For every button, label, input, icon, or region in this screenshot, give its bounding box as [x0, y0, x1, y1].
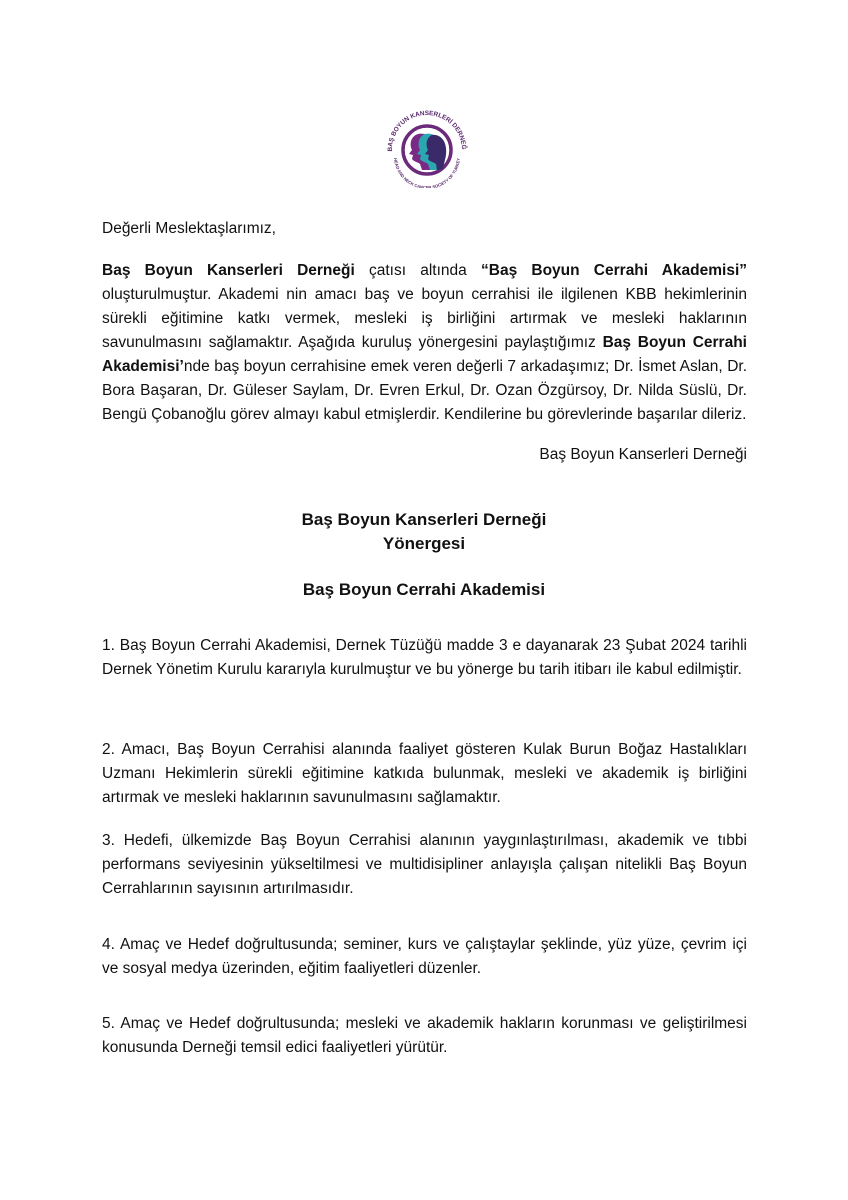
society-logo	[378, 104, 476, 188]
article-1: 1. Baş Boyun Cerrahi Akademisi, Dernek Tüzüğü madde 3 e dayanarak 23 Şubat 2024 tarihli Dernek Yönetim Kurulu kararıyla kurulmuştur ve bu yönerge bu tarih itibarı ile kabul edilmiştir.	[102, 637, 747, 678]
intro-text-3: nde baş boyun cerrahisine emek veren değerli 7 arkadaşımız; Dr. İsmet Aslan, Dr. Bora Başaran, Dr. Güleser Saylam, Dr. Evren Erkul, Dr. Ozan Özgürsoy, Dr. Nilda Süslü, Dr. Bengü Çobanoğlu görev almayı kabul etmişlerdir. Kendilerine bu görevlerinde başarılar dileriz.	[102, 358, 747, 423]
academy-name-quoted: “Baş Boyun Cerrahi Akademisi”	[481, 262, 747, 279]
article-5: 5. Amaç ve Hedef doğrultusunda; mesleki ve akademik hakların korunması ve geliştirilmesi konusunda Derneği temsil edici faaliyetleri yürütür.	[102, 1015, 747, 1056]
article-3: 3. Hedefi, ülkemizde Baş Boyun Cerrahisi alanının yaygınlaştırılması, akademik ve tıbbi performans seviyesinin yükseltilmesi ve multidisipliner anlayışla çalışan nitelikli Baş Boyun Cerrahlarının sayısının artırılmasıdır.	[102, 832, 747, 897]
logo-bottom-text: HEAD AND NECK CANCER SOCIETY OF TURKEY	[393, 157, 461, 188]
intro-text-1: çatısı altında	[354, 262, 481, 279]
article-2: 2. Amacı, Baş Boyun Cerrahisi alanında faaliyet gösteren Kulak Burun Boğaz Hastalıkları Uzmanı Hekimlerin sürekli eğitimine katkıda bulunmak, mesleki ve akademik iş birliğini artırmak ve mesleki haklarının savunulmasını sağlamaktır.	[102, 741, 747, 806]
logo-top-text: BAŞ BOYUN KANSERLERİ DERNEĞ	[386, 109, 468, 152]
directive-title-1: Baş Boyun Kanserleri Derneği	[301, 510, 547, 529]
intro-text-2: oluşturulmuştur. Akademi nin amacı baş ve boyun cerrahisi ile ilgilenen KBB hekimlerinin sürekli eğitimine katkı vermek, mesleki iş birliğini artırmak ve mesleki haklarının savunulmasını sağlamaktır. Aşağıda kuruluş yönergesini paylaştığımız	[102, 286, 747, 351]
society-name-bold: Baş Boyun Kanserleri Derneği	[102, 262, 355, 279]
greeting: Değerli Meslektaşlarımız,	[102, 220, 276, 237]
directive-title-2: Yönergesi	[382, 534, 466, 553]
article-4: 4. Amaç ve Hedef doğrultusunda; seminer, kurs ve çalıştaylar şeklinde, yüz yüze, çevrim içi ve sosyal medya üzerinden, eğitim faaliyetleri düzenler.	[102, 936, 747, 977]
directive-title-3: Baş Boyun Cerrahi Akademisi	[302, 580, 546, 599]
intro-paragraph	[102, 259, 747, 427]
signature: Baş Boyun Kanserleri Derneği	[539, 446, 747, 463]
academy-name-bold: Baş Boyun Cerrahi Akademisi’	[102, 334, 747, 375]
